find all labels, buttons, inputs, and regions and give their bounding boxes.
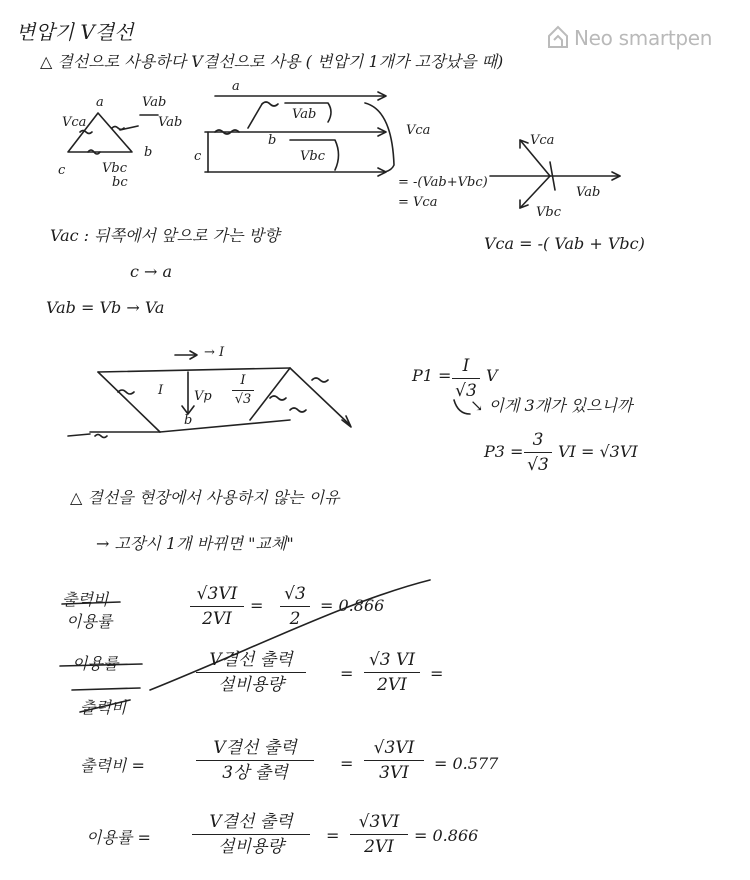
power-note: ↘ 이게 3개가 있으니까 [470, 396, 633, 415]
vca-label: Vca [62, 115, 87, 130]
ratio1-fraction2: √3 2 [280, 584, 310, 629]
p3-suffix: VI = √3VI [558, 442, 638, 461]
ratio3-label: 출력비 = [80, 756, 145, 775]
p1-label: P1 = [412, 366, 452, 385]
ratio2-eq: = [340, 664, 354, 683]
ratio3-fraction: V결선 출력 3상 출력 [196, 738, 314, 783]
ratio3-eq: = [340, 754, 354, 773]
ratio1-result: = 0.866 [320, 596, 385, 615]
line-b-label: b [268, 133, 277, 148]
vca-eq-1: = -(Vab+Vbc) [398, 175, 488, 190]
line-c-label: c [194, 149, 202, 164]
current-i-top: → I [204, 345, 225, 360]
ratio2-fraction2: √3 VI 2VI [364, 650, 420, 695]
vca-right-label: Vca [406, 123, 431, 138]
p1-fraction: I √3 [452, 356, 480, 401]
vbc-box-label: Vbc [300, 149, 325, 164]
ratio4-label: 이용률 = [86, 828, 151, 847]
note-c-to-a: c → a [130, 262, 173, 281]
vbc-crossed-label: bc [112, 175, 128, 190]
brand-watermark: Neo smartpen [574, 26, 713, 50]
phasor-vab-label: Vab [576, 185, 601, 200]
ratio4-eq: = [326, 826, 340, 845]
ratio3-fraction2: √3VI 3VI [364, 738, 424, 783]
ratio4-fraction: V결선 출력 설비용량 [192, 812, 310, 857]
ratio2-trailing-eq: = [430, 664, 444, 683]
node-a-label: a [96, 95, 104, 110]
ratio2-fraction: V결선 출력 설비용량 [196, 650, 306, 695]
ratio2-sublabel: 출력비 [80, 698, 127, 717]
node-b2-label: b [184, 413, 193, 428]
page-title: 변압기 V결선 [16, 20, 134, 44]
p3-label: P3 = [484, 442, 524, 461]
p1-suffix: V [486, 366, 498, 385]
p3-fraction: 3 √3 [524, 430, 552, 475]
ratio1-eq: = [250, 596, 264, 615]
ratio4-fraction2: √3VI 2VI [350, 812, 408, 857]
vab-box-label: Vab [292, 107, 317, 122]
ratio1-fraction: √3VI 2VI [190, 584, 244, 629]
line-a-label: a [232, 79, 240, 94]
vca-eq-2: = Vca [398, 195, 438, 210]
note-delta-reason: △ 결선을 현장에서 사용하지 않는 이유 [70, 488, 340, 507]
node-c-label: c [58, 163, 66, 178]
vab-label: Vab [158, 115, 183, 130]
i-over-root3-fraction: I √3 [232, 374, 254, 407]
intro-line: △ 결선으로 사용하다 V결선으로 사용 ( 변압기 1개가 고장났을 때) [40, 52, 504, 71]
ratio1-sublabel: 이용률 [66, 612, 113, 631]
phasor-vbc-label: Vbc [536, 205, 561, 220]
vca-formula: Vca = -( Vab + Vbc) [484, 234, 645, 253]
phasor-vca-label: Vca [530, 133, 555, 148]
vab-crossed-label: Vab [142, 95, 167, 110]
note-replace: → 고장시 1개 바뀌면 "교체" [96, 534, 294, 553]
note-vab-direction: Vab = Vb → Va [46, 298, 165, 317]
ratio3-result: = 0.577 [434, 754, 499, 773]
wye-top-line [98, 368, 290, 372]
vbc-label: Vbc [102, 161, 127, 176]
ratio1-label: 출력비 [62, 590, 109, 609]
ratio4-result: = 0.866 [414, 826, 479, 845]
node-b-label: b [144, 145, 153, 160]
note-vac-direction: Vac : 뒤쪽에서 앞으로 가는 방향 [50, 226, 280, 245]
current-i-left: I [158, 383, 164, 398]
ratio2-label: 이용률 [72, 654, 119, 673]
vp-label: Vp [194, 389, 212, 404]
